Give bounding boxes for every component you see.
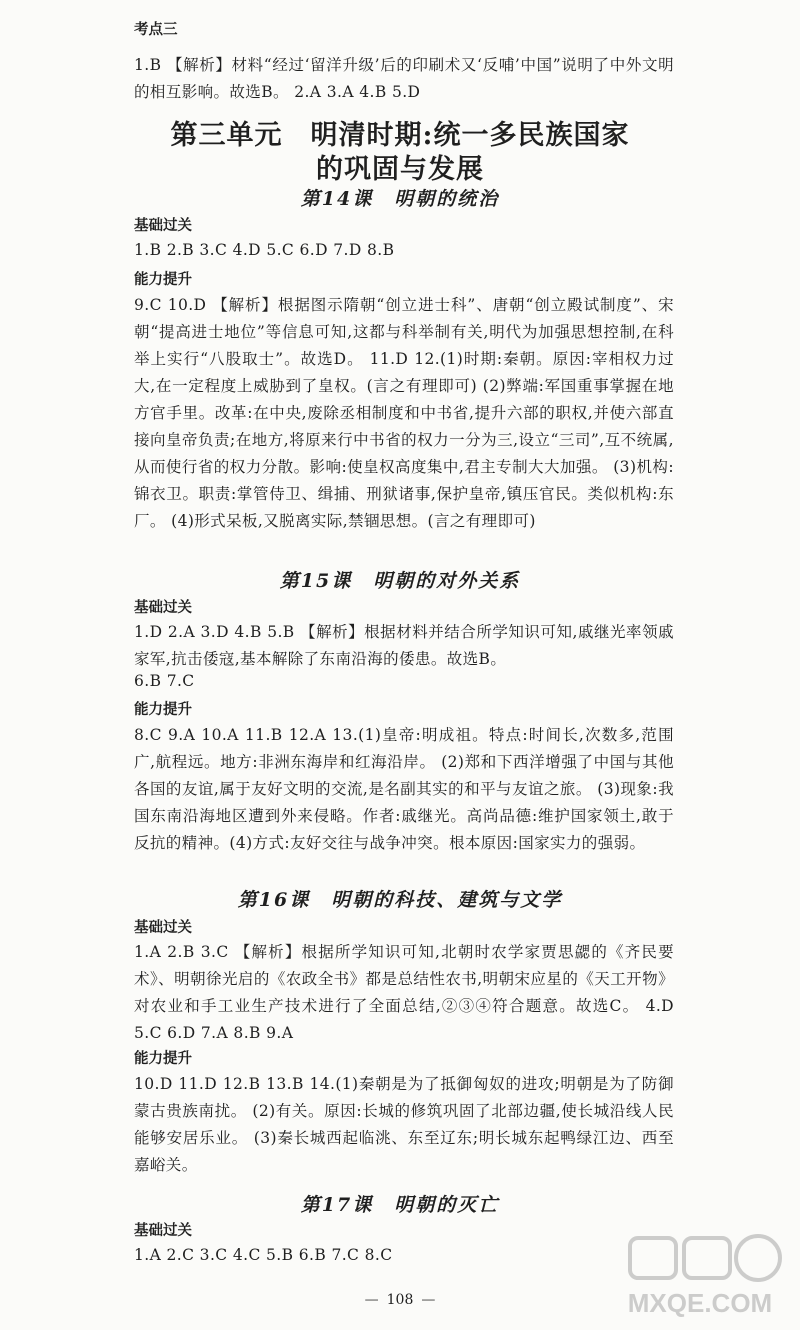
lesson17-title: 第17课 明朝的灭亡	[300, 1194, 500, 1216]
lesson15-ability-heading: 能力提升	[134, 702, 192, 718]
kaodian-answers: 1.B 【解析】材料“经过‘留洋升级’后的印刷术又‘反哺’中国”说明了中外文明的相互影响。故选B。 2.A 3.A 4.B 5.D	[134, 56, 674, 101]
lesson16-basic-heading: 基础过关	[134, 920, 192, 936]
lesson16-basic-answers: 1.A 2.B 3.C 【解析】根据所学知识可知,北朝时农学家贾思勰的《齐民要术》、明朝徐光启的《农政全书》都是总结性农书,明朝宋应星的《天工开物》对农业和手工业生产技术进行了全面总结,②③④符合题意。故选C。 4.D 5.C 6.D 7.A 8.B 9.A	[134, 943, 674, 1042]
lesson14-basic-answers: 1.B 2.B 3.C 4.D 5.C 6.D 7.D 8.B	[134, 241, 395, 259]
lesson14-ability-answers: 9.C 10.D 【解析】根据图示隋朝“创立进士科”、唐朝“创立殿试制度”、宋朝“提高进士地位”等信息可知,这都与科举制有关,明代为加强思想控制,在科举上实行“八股取士”。故选D。 11.D 12.(1)时期:秦朝。原因:宰相权力过大,在一定程度上威胁到了皇权。(言之有理即可) (2)弊端:军国重事掌握在地方官手里。改革:在中央,废除丞相制度和中书省,提升六部的职权,并使六部直接向皇帝负责;在地方,将原来行中书省的权力一分为三,设立“三司”,互不统属,从而使行省的权力分散。影响:使皇权高度集中,君主专制大大加强。 (3)机构:锦衣卫。职责:掌管侍卫、缉捕、刑狱诸事,保护皇帝,镇压官民。类似机构:东厂。 (4)形式呆板,又脱离实际,禁锢思想。(言之有理即可)	[134, 296, 674, 530]
lesson15-ability-answers: 8.C 9.A 10.A 11.B 12.A 13.(1)皇帝:明成祖。特点:时间长,次数多,范围广,航程远。地方:非洲东海岸和红海沿岸。 (2)郑和下西洋增强了中国与其他各国的友谊,属于友好文明的交流,是名副其实的和平与友谊之旅。 (3)现象:我国东南沿海地区遭到外来侵略。作者:戚继光。高尚品德:维护国家领土,敢于反抗的精神。(4)方式:友好交往与战争冲突。根本原因:国家实力的强弱。	[134, 726, 674, 852]
lesson15-basic-answers: 1.D 2.A 3.D 4.B 5.B 【解析】根据材料并结合所学知识可知,戚继光率领戚家军,抗击倭寇,基本解除了东南沿海的倭患。故选B。	[134, 623, 674, 668]
watermark-text: MXQE.COM	[627, 1288, 773, 1318]
lesson16-ability-answers: 10.D 11.D 12.B 13.B 14.(1)秦朝是为了抵御匈奴的进攻;明朝是为了防御蒙古贵族南扰。 (2)有关。原因:长城的修筑巩固了北部边疆,使长城沿线人民能够安居乐业。 (3)秦长城西起临洮、东至辽东;明长城东起鸭绿江边、西至嘉峪关。	[134, 1075, 674, 1174]
lesson14-title: 第14课 明朝的统治	[300, 188, 500, 210]
lesson15-title: 第15课 明朝的对外关系	[279, 570, 521, 592]
unit-title-line1: 第三单元 明清时期:统一多民族国家	[170, 120, 630, 151]
lesson15-basic-heading: 基础过关	[134, 600, 192, 616]
watermark-logo	[600, 1232, 790, 1322]
section-heading-kaodian: 考点三	[134, 22, 178, 38]
lesson17-basic-answers: 1.A 2.C 3.C 4.C 5.B 6.B 7.C 8.C	[134, 1246, 393, 1264]
lesson16-ability-heading: 能力提升	[134, 1051, 192, 1067]
page-number: — 108 —	[0, 1292, 800, 1308]
lesson14-ability-heading: 能力提升	[134, 272, 192, 288]
lesson14-basic-heading: 基础过关	[134, 218, 192, 234]
lesson16-title: 第16课 明朝的科技、建筑与文学	[237, 889, 563, 911]
unit-title-line2: 的巩固与发展	[316, 154, 484, 185]
lesson15-basic-extra: 6.B 7.C	[134, 672, 195, 690]
lesson17-basic-heading: 基础过关	[134, 1223, 192, 1239]
